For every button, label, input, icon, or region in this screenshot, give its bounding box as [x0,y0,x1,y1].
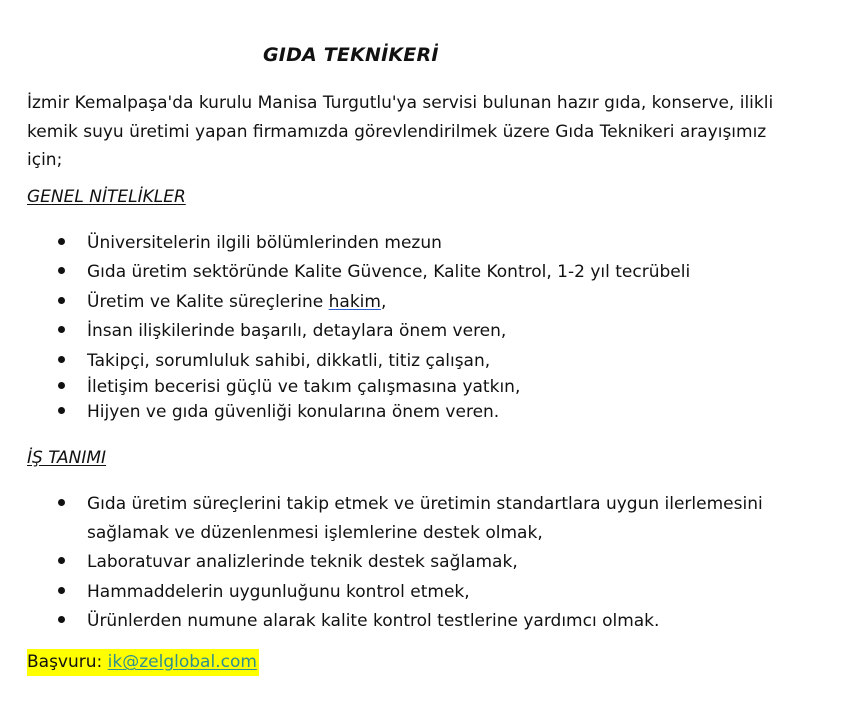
bullet-icon [58,557,65,564]
list-item-text: Hammaddelerin uygunluğunu kontrol etmek, [87,582,470,602]
bullet-icon [58,326,65,333]
bullet-icon [58,297,65,304]
list-item-text [87,490,787,547]
list-item-prefix: Üretim ve Kalite süreçlerine [87,292,329,312]
bullet-icon [58,407,65,414]
list-item-text: Laboratuvar analizlerinde teknik destek sağlamak, [87,552,518,572]
bullet-icon [58,267,65,274]
bullet-icon [58,382,65,389]
bullet-icon [58,616,65,623]
intro-line: için; [27,150,63,170]
intro-line: kemik suyu üretimi yapan firmamızda görevlendirilmek üzere Gıda Teknikeri arayışımız [27,121,767,142]
application-email-link[interactable]: ik@zelglobal.com [107,652,257,672]
job-description-heading: İŞ TANIMI [27,448,107,468]
bullet-icon [58,238,65,245]
application-label: Başvuru: [27,652,108,672]
list-item-text: İletişim becerisi güçlü ve takım çalışmasına yatkın, [87,377,521,397]
intro-line: İzmir Kemalpaşa'da kurulu Manisa Turgutlu'ya servisi bulunan hazır gıda, konserve, ilikli [27,93,774,113]
list-item-text: Ürünlerden numune alarak kalite kontrol testlerine yardımcı olmak. [87,611,660,631]
list-item-line: sağlamak ve düzenlenmesi işlemlerine destek olmak, [87,522,543,543]
list-item-text: Takipçi, sorumluluk sahibi, dikkatli, titiz çalışan, [87,351,491,371]
bullet-icon [58,356,65,363]
application-line [27,649,259,676]
bullet-icon [58,587,65,594]
list-item-text [87,288,787,317]
list-item-line: Gıda üretim süreçlerini takip etmek ve üretimin standartlara uygun ilerlemesini [87,494,763,514]
list-item-text: Gıda üretim sektöründe Kalite Güvence, Kalite Kontrol, 1-2 yıl tecrübeli [87,262,691,282]
hakim-link[interactable]: hakim [328,292,381,312]
list-item-text: Hijyen ve gıda güvenliği konularına önem veren. [87,402,500,422]
qualifications-heading: GENEL NİTELİKLER [27,187,186,207]
list-item-text: Üniversitelerin ilgili bölümlerinden mezun [87,233,442,253]
document-title: GIDA TEKNİKERİ [263,44,439,66]
bullet-icon [58,499,65,506]
list-item-suffix: , [380,292,387,312]
list-item-text: İnsan ilişkilerinde başarılı, detaylara önem veren, [87,321,507,341]
intro-paragraph [27,89,797,175]
